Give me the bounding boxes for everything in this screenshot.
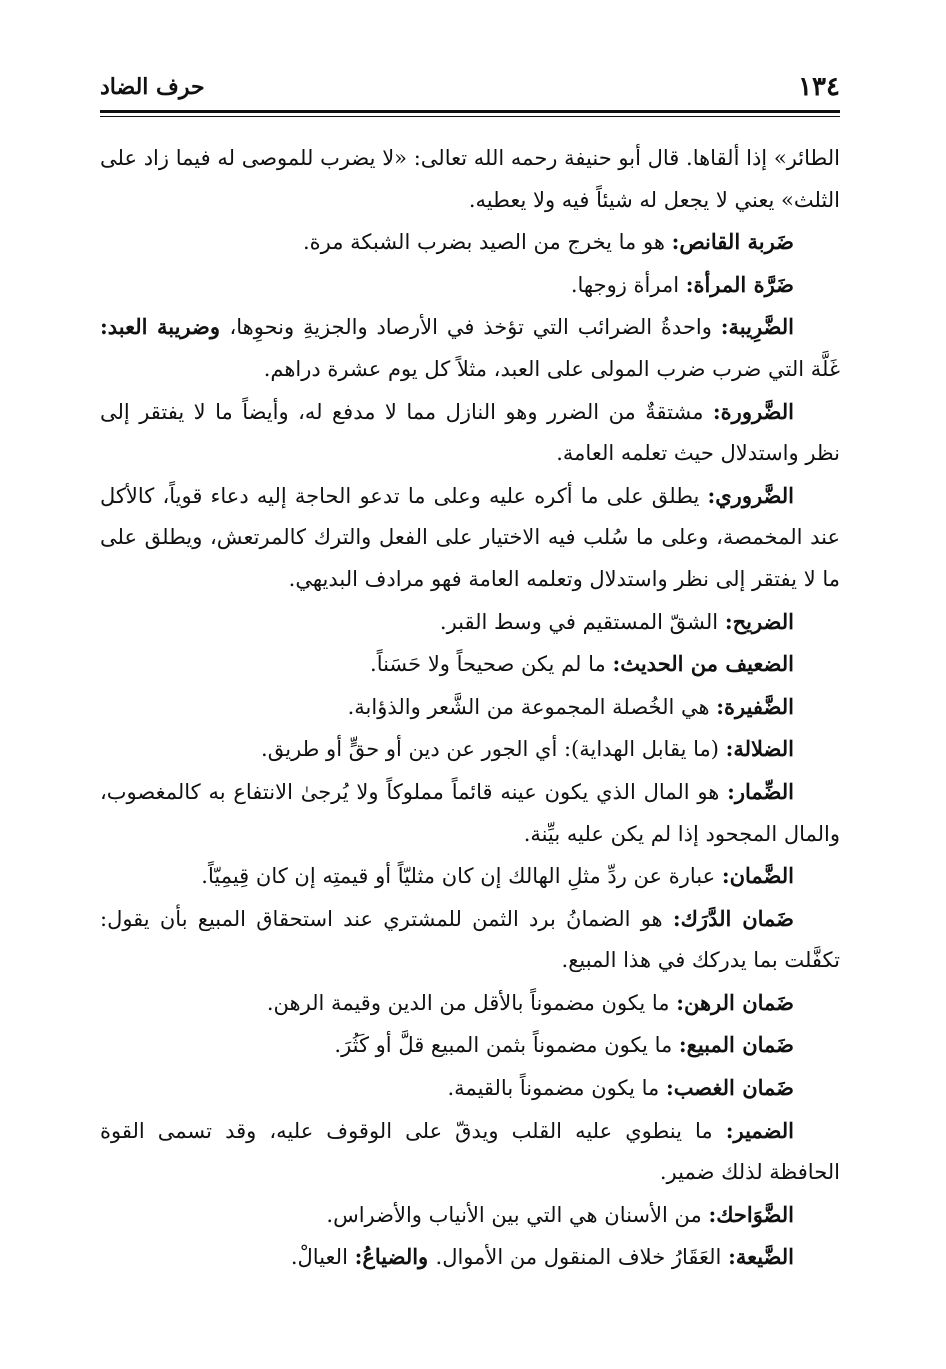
entry-text-secondary: غَلَّة التي ضرب ضرب المولى على العبد، مثلاً كل يوم عشرة دراهم. [263, 356, 840, 381]
entry-text: هو المال الذي يكون عينه قائماً مملوكاً ولا يُرجىٰ الانتفاع به كالمغصوب، والمال المجحود إذا لم يكن عليه بيِّنة. [100, 779, 840, 846]
entry-term: ضَمان الغصب: [665, 1075, 794, 1101]
entry-term: الضَّوَاحك: [708, 1201, 794, 1227]
entry-text: هي الخُصلة المجموعة من الشَّعر والذؤابة. [347, 694, 717, 719]
entry-term-secondary: والضياعُ: [354, 1244, 436, 1270]
entry-text: مشتقةٌ من الضرر وهو النازل مما لا مدفع له، وأيضاً ما لا يفتقر إلى نظر واستدلال حيث تعلمه العامة. [100, 399, 840, 466]
entry-paragraph [100, 686, 840, 729]
entry-paragraph [100, 1236, 840, 1279]
entry-term: الضريح: [724, 608, 794, 634]
entry-paragraph [100, 1110, 840, 1194]
entry-text-secondary: العيالْ. [290, 1245, 355, 1270]
entry-text: ما يكون مضموناً بالقيمة. [447, 1076, 666, 1101]
entry-paragraph [100, 1024, 840, 1067]
entry-paragraph [100, 1194, 840, 1237]
entry-text: العَقَارُ خلاف المنقول من الأموال. [435, 1245, 729, 1270]
entry-paragraph [100, 855, 840, 898]
entry-text: عبارة عن ردِّ مثلِ الهالك إن كان مثليّاً أو قيمتِه إن كان قِيمِيّاً. [201, 864, 722, 889]
entry-text: ما يكون مضموناً بثمن المبيع قلَّ أو كَثُرَ. [334, 1033, 679, 1058]
page-number: ١٣٤ [798, 72, 840, 102]
entry-paragraph [100, 728, 840, 771]
entry-paragraph [100, 982, 840, 1025]
entry-term: الضَّروري: [707, 482, 794, 508]
entry-text: الطائر» إذا ألقاها. قال أبو حنيفة رحمه الله تعالى: «لا يضرب للموصى له فيما زاد على الثلث» يعني لا يجعل له شيئاً فيه ولا يعطيه. [100, 146, 840, 212]
entry-text: امرأة زوجها. [570, 272, 686, 297]
entry-text: ما لم يكن صحيحاً ولا حَسَناً. [370, 652, 613, 677]
running-header [100, 72, 840, 106]
entry-paragraph [100, 771, 840, 855]
header-rule-thick [100, 110, 840, 113]
entry-term: الضعيف من الحديث: [612, 651, 794, 677]
section-title: حرف الضاد [100, 74, 205, 100]
entry-term: الضَّفيرة: [716, 693, 794, 719]
body-text [100, 138, 840, 1279]
entry-term: ضَربة القانص: [671, 229, 794, 255]
entry-paragraph [100, 264, 840, 307]
entry-term: ضَمان الدَّرَك: [672, 905, 795, 931]
entry-text: واحدةُ الضرائب التي تؤخذ في الأرصاد والجزيةِ ونحوِها، [229, 315, 721, 340]
entry-paragraph [100, 898, 840, 982]
entry-term: ضَمان المبيع: [678, 1032, 794, 1058]
entry-paragraph [100, 1067, 840, 1110]
entry-paragraph [100, 306, 840, 390]
entry-text: الشقّ المستقيم في وسط القبر. [439, 609, 725, 634]
entry-text: هو ما يخرج من الصيد بضرب الشبكة مرة. [302, 230, 672, 255]
entry-text: من الأسنان هي التي بين الأنياب والأضراس. [326, 1202, 709, 1227]
entry-term: الضَّرورة: [712, 398, 794, 424]
entry-term: الضلالة: [725, 736, 794, 762]
entry-term-secondary: وضريبة العبد: [100, 314, 230, 340]
entry-paragraph [100, 643, 840, 686]
entry-paragraph [100, 475, 840, 601]
entry-text: ما ينطوي عليه القلب ويدقّ على الوقوف عليه، وقد تسمى القوة الحافظة لذلك ضمير. [100, 1118, 840, 1185]
entry-text: (ما يقابل الهداية): أي الجور عن دين أو حقٍّ أو طريق. [261, 737, 726, 762]
entry-term: ضَرَّة المرأة: [685, 271, 794, 297]
entry-paragraph [100, 221, 840, 264]
entry-term: الضَّيعة: [728, 1244, 794, 1270]
header-rule-thin [100, 116, 840, 117]
entry-term: الضمير: [725, 1117, 794, 1143]
entry-paragraph [100, 138, 840, 221]
entry-text: هو الضمانُ برد الثمن للمشتري عند استحقاق المبيع بأن يقول: تكفَّلت بما يدركك في هذا المبيع. [100, 906, 840, 973]
entry-paragraph [100, 391, 840, 475]
entry-text: يطلق على ما أكره عليه وعلى ما تدعو الحاجة إليه دعاء قوياً، كالأكل عند المخمصة، وعلى ما سُلب فيه الاختيار على الفعل والترك كالمرتعش، ويطلق على ما لا يفتقر إلى نظر واستدلال وتعلمه العامة فهو مرادف البديهي. [100, 483, 840, 591]
entry-text: ما يكون مضموناً بالأقل من الدين وقيمة الرهن. [266, 990, 677, 1015]
entry-term: الضَّرِيبة: [720, 314, 794, 340]
entry-term: الضِّمار: [727, 778, 794, 804]
entry-term: ضَمان الرهن: [676, 989, 794, 1015]
entry-paragraph [100, 601, 840, 644]
entry-term: الضَّمان: [721, 863, 794, 889]
